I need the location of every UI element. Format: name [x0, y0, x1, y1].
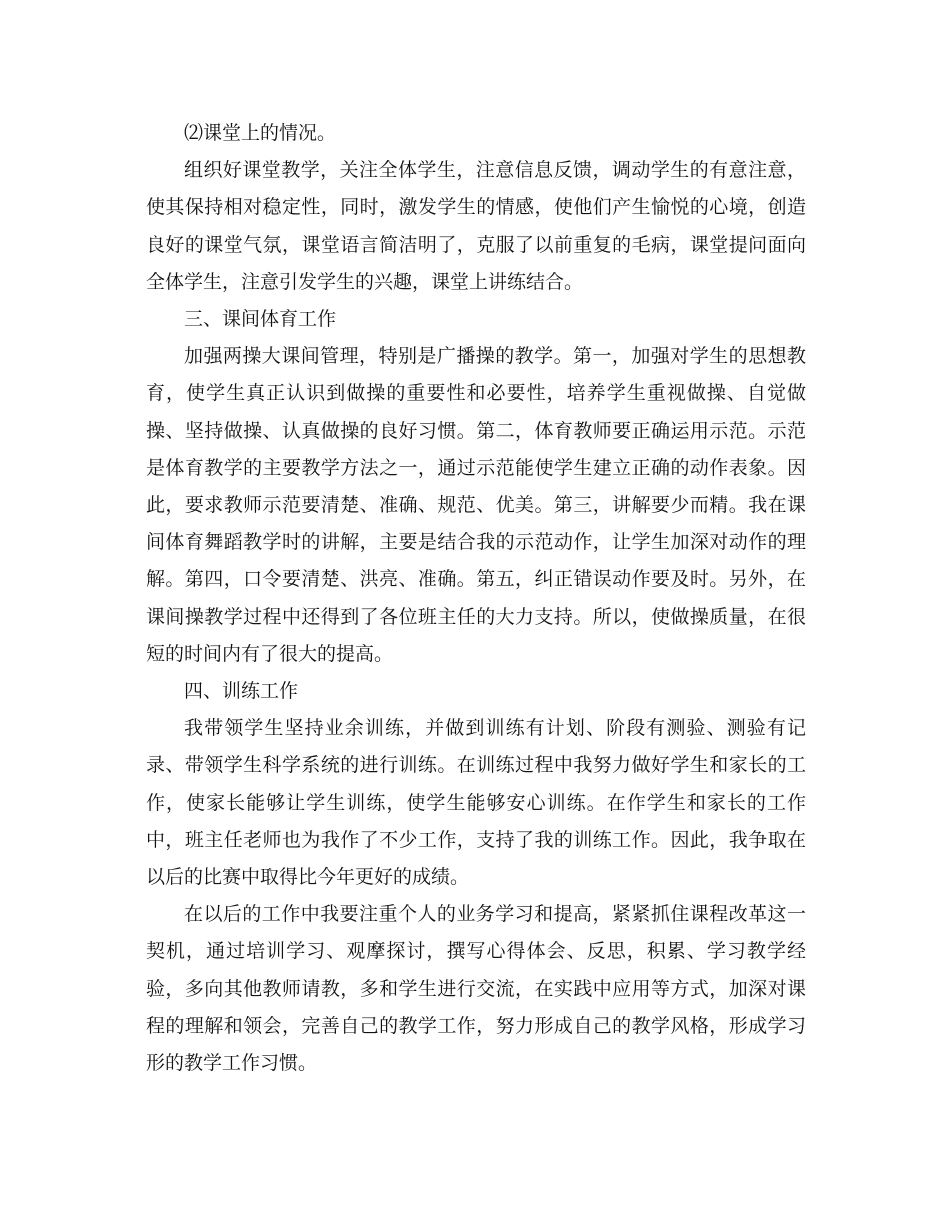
document-body [146, 115, 806, 1082]
paragraph-classroom-heading: ⑵课堂上的情况。 [184, 122, 337, 144]
paragraph-pe-work-body: 加强两操大课间管理，特别是广播操的教学。第一，加强对学生的思想教育，使学生真正认识到做操的重要性和必要性，培养学生重视做操、自觉做操、坚持做操、认真做操的良好习惯。第二，体育教师要正确运用示范。示范是体育教学的主要教学方法之一，通过示范能使学生建立正确的动作表象。因此，要求教师示范要清楚、准确、规范、优美。第三，讲解要少而精。我在课间体育舞蹈教学时的讲解，主要是结合我的示范动作，让学生加深对动作的理解。第四，口令要清楚、洪亮、准确。第五，纠正错误动作要及时。另外，在课间操教学过程中还得到了各位班主任的大力支持。所以，使做操质量，在很短的时间内有了很大的提高。 [146, 345, 806, 665]
section-heading-pe-work: 三、课间体育工作 [184, 308, 337, 331]
section-heading-training: 四、训练工作 [184, 680, 299, 703]
paragraph-training-body: 我带领学生坚持业余训练，并做到训练有计划、阶段有测验、测验有记录、带领学生科学系统的进行训练。在训练过程中我努力做好学生和家长的工作，使家长能够让学生训练，使学生能够安心训练。在作学生和家长的工作中，班主任老师也为我作了不少工作，支持了我的训练工作。因此，我争取在以后的比赛中取得比今年更好的成绩。 [146, 717, 806, 889]
paragraph-classroom-body: 组织好课堂教学，关注全体学生，注意信息反馈，调动学生的有意注意，使其保持相对稳定性，同时，激发学生的情感，使他们产生愉悦的心境，创造良好的课堂气氛，课堂语言简洁明了，克服了以前重复的毛病，课堂提问面向全体学生，注意引发学生的兴趣，课堂上讲练结合。 [146, 159, 806, 293]
paragraph-conclusion: 在以后的工作中我要注重个人的业务学习和提高，紧紧抓住课程改革这一契机，通过培训学习、观摩探讨，撰写心得体会、反思，积累、学习教学经验，多向其他教师请教，多和学生进行交流，在实践中应用等方式，加深对课程的理解和领会，完善自己的教学工作，努力形成自己的教学风格，形成学习形的教学工作习惯。 [146, 903, 806, 1075]
